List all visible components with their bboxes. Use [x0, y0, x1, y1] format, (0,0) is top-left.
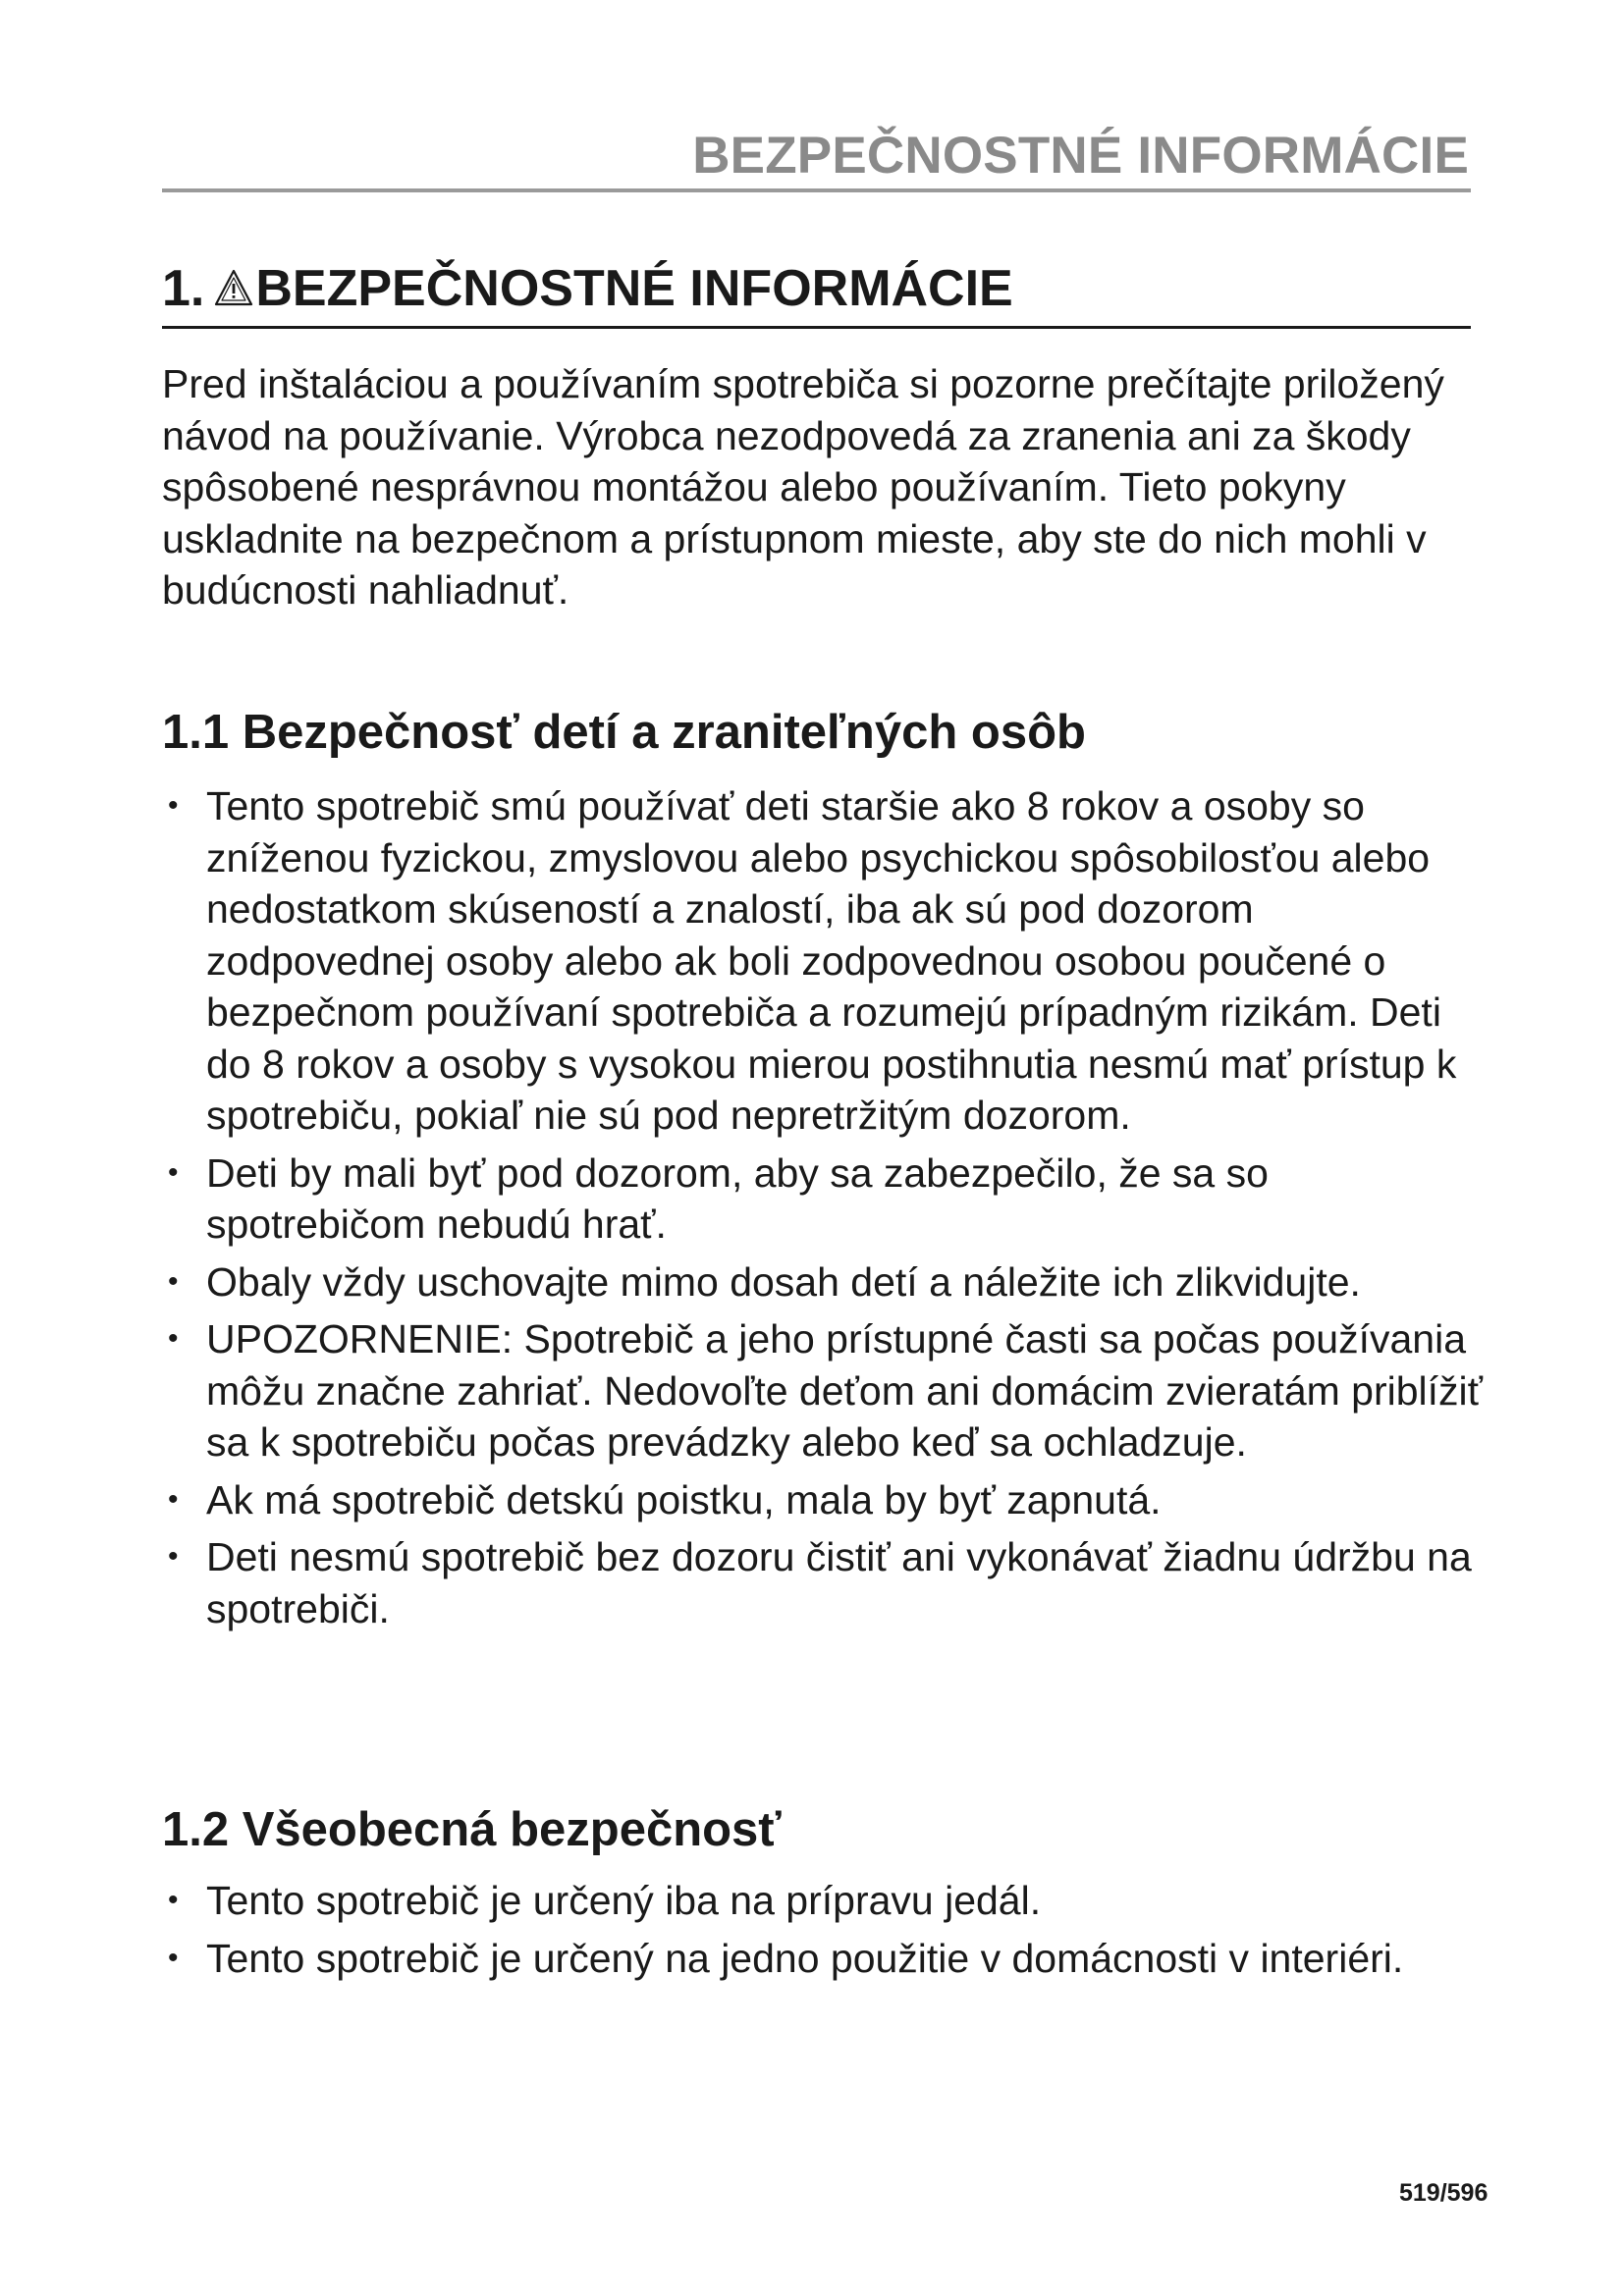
list-item	[162, 1531, 1488, 1634]
list-item	[162, 1313, 1488, 1468]
bullet-symbol: •	[168, 789, 179, 822]
bullet-symbol: •	[168, 1264, 179, 1298]
bullet-symbol: •	[168, 1884, 179, 1916]
list-item	[162, 1148, 1488, 1251]
section-1-2-list	[162, 1875, 1488, 1990]
running-header	[162, 118, 1471, 192]
bullet-symbol: •	[168, 1540, 179, 1573]
list-item-text: Obaly vždy uschovajte mimo dosah detí a náležite ich zlikvidujte.	[206, 1258, 1361, 1305]
intro-paragraph: Pred inštaláciou a používaním spotrebiča si pozorne prečítajte priložený návod na používanie. Výrobca nezodpovedá za zranenia ani za škody spôsobené nesprávnou montážou alebo používaním. Tieto pokyny uskladnite na bezpečnom a prístupnom mieste, aby ste do nich mohli v budúcnosti nahliadnuť.	[162, 361, 1444, 613]
main-heading	[162, 257, 1471, 329]
list-item	[162, 1256, 1488, 1308]
bullet-symbol: •	[168, 1322, 179, 1355]
section-1-1-heading: 1.1 Bezpečnosť detí a zraniteľných osôb	[162, 706, 1086, 759]
running-header-title: BEZPEČNOSTNÉ INFORMÁCIE	[692, 127, 1469, 185]
main-heading-title: BEZPEČNOSTNÉ INFORMÁCIE	[255, 260, 1013, 317]
list-item-text: Tento spotrebič smú používať deti staršie ako 8 rokov a osoby so zníženou fyzickou, zmyslovou alebo psychickou spôsobilosťou alebo nedostatkom skúseností a znalostí, iba ak sú pod dozorom zodpovednej osoby alebo ak boli zodpovednou osobou poučené o bezpečnom používaní spotrebiča a rozumejú prípadným rizikám. Deti do 8 rokov a osoby s vysokou mierou postihnutia nesmú mať prístup k spotrebiču, pokiaľ nie sú pod nepretržitým dozorom.	[206, 783, 1457, 1138]
section-1-1-list	[162, 780, 1488, 1640]
main-heading-number: 1.	[162, 260, 205, 317]
list-item-text: Deti by mali byť pod dozorom, aby sa zabezpečilo, že sa so spotrebičom nebudú hrať.	[206, 1149, 1269, 1247]
bullet-symbol: •	[168, 1155, 179, 1189]
list-item	[162, 780, 1488, 1142]
page-number: 519/596	[1399, 2179, 1489, 2207]
section-1-2-heading: 1.2 Všeobecná bezpečnosť	[162, 1803, 782, 1856]
bullet-symbol: •	[168, 1941, 179, 1974]
list-item-text: Tento spotrebič je určený na jedno použitie v domácnosti v interiéri.	[206, 1935, 1404, 1981]
warning-triangle-icon	[214, 269, 253, 306]
list-item	[162, 1875, 1488, 1927]
list-item-text: Ak má spotrebič detskú poistku, mala by byť zapnutá.	[206, 1476, 1162, 1522]
list-item-text: Deti nesmú spotrebič bez dozoru čistiť ani vykonávať žiadnu údržbu na spotrebiči.	[206, 1534, 1472, 1631]
list-item-text: Tento spotrebič je určený iba na prípravu jedál.	[206, 1878, 1042, 1923]
list-item	[162, 1474, 1488, 1526]
list-item	[162, 1933, 1488, 1985]
list-item-text: UPOZORNENIE: Spotrebič a jeho prístupné časti sa počas používania môžu značne zahriať. Nedovoľte deťom ani domácim zvieratám priblížiť sa k spotrebiču počas prevádzky alebo keď sa ochladzuje.	[206, 1316, 1484, 1465]
bullet-symbol: •	[168, 1482, 179, 1516]
